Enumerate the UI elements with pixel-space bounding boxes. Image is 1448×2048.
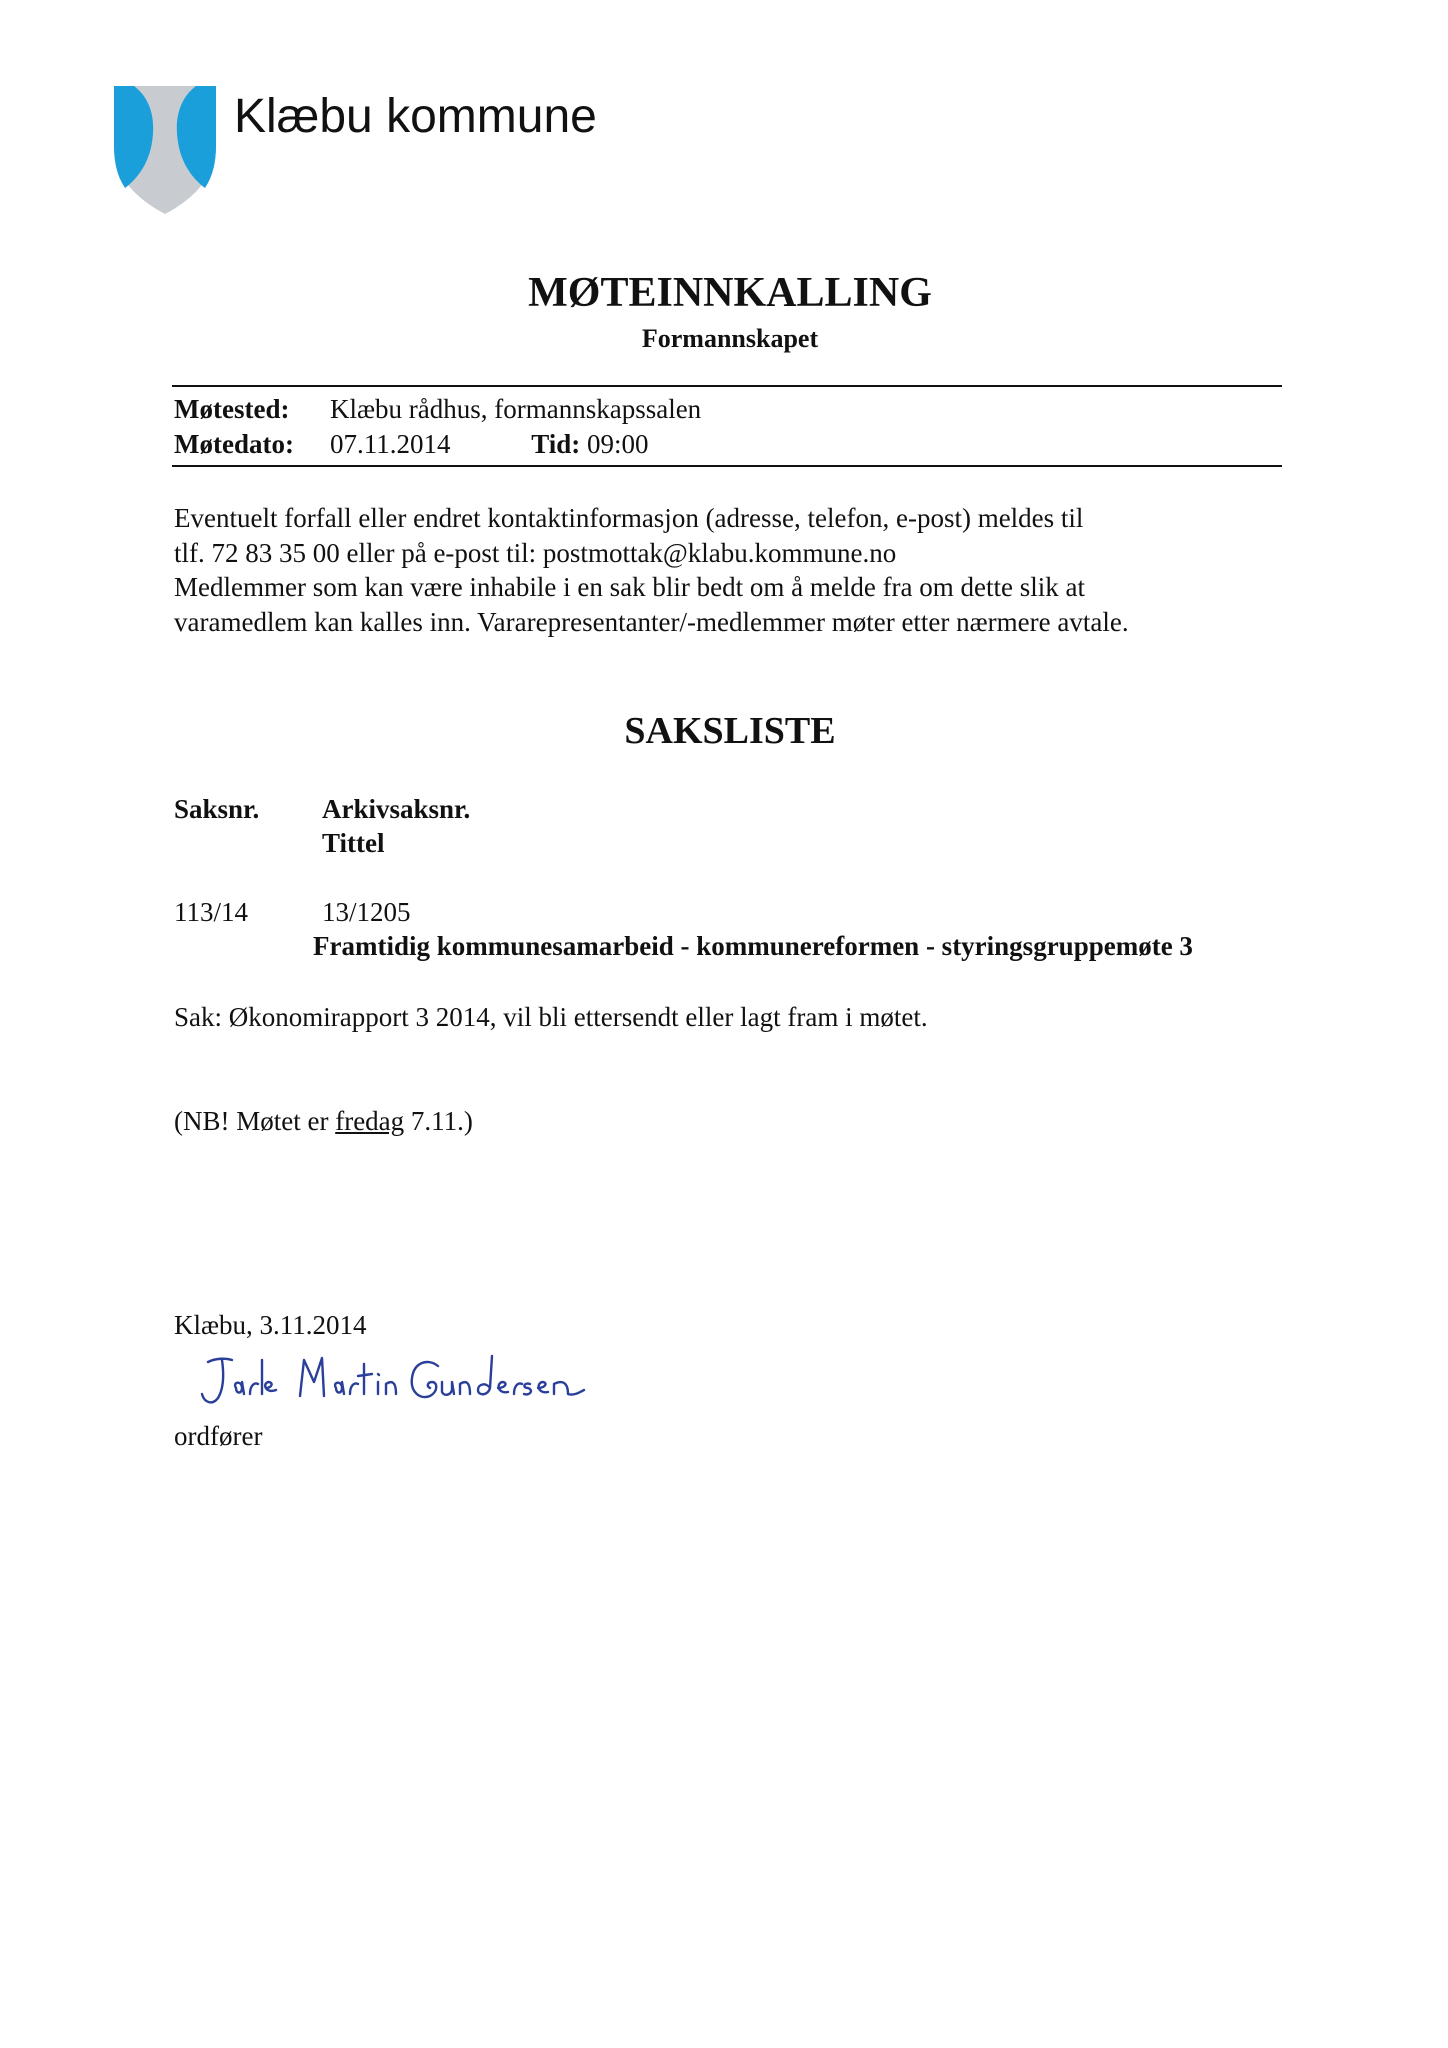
agenda-heading: SAKSLISTE (624, 710, 836, 752)
committee-name: Formannskapet (641, 324, 819, 353)
place-and-date: Klæbu, 3.11.2014 (174, 1310, 367, 1340)
meeting-time-value: 09:00 (587, 429, 649, 459)
meeting-place-row (174, 392, 701, 426)
meeting-time-label: Tid: (531, 429, 581, 459)
notice-paragraph (174, 501, 1294, 639)
municipality-coat-of-arms-icon (112, 84, 218, 216)
document-title: MØTEINNKALLING (528, 270, 932, 316)
bottom-divider (172, 465, 1282, 467)
agenda-item-arkivsaksnr: 13/1205 (322, 897, 411, 927)
meeting-date-label: Møtedato: (174, 429, 294, 459)
meeting-place-label: Møtested: (174, 394, 290, 424)
nb-note-end: 7.11.) (404, 1106, 473, 1136)
signatory-role: ordfører (174, 1421, 263, 1451)
notice-line: varamedlem kan kalles inn. Vararepresentanter/-medlemmer møter etter nærmere avtale. (174, 606, 1129, 637)
meeting-place-value: Klæbu rådhus, formannskapssalen (330, 394, 702, 424)
nb-note-start: (NB! Møtet er (174, 1106, 336, 1136)
nb-note (174, 1104, 473, 1138)
column-header-tittel: Tittel (322, 828, 385, 858)
municipality-name: Klæbu kommune (234, 90, 597, 143)
handwritten-signature (196, 1352, 596, 1414)
extra-agenda-note: Sak: Økonomirapport 3 2014, vil bli ettersendt eller lagt fram i møtet. (174, 1002, 928, 1032)
top-divider (172, 385, 1282, 387)
meeting-date-row (174, 427, 649, 461)
column-header-saksnr: Saksnr. (174, 794, 260, 824)
notice-line: Eventuelt forfall eller endret kontaktinformasjon (adresse, telefon, e-post) meldes til (174, 503, 1084, 533)
notice-line: tlf. 72 83 35 00 eller på e-post til: postmottak@klabu.kommune.no (174, 537, 897, 568)
column-header-arkivsaksnr: Arkivsaksnr. (322, 794, 471, 824)
agenda-item-title: Framtidig kommunesamarbeid - kommunereformen - styringsgruppemøte 3 (313, 931, 1193, 961)
meeting-date-value: 07.11.2014 (330, 429, 451, 459)
agenda-item-saksnr: 113/14 (174, 897, 248, 927)
notice-line: Medlemmer som kan være inhabile i en sak blir bedt om å melde fra om dette slik at (174, 572, 1085, 602)
nb-note-weekday: fredag (335, 1106, 405, 1136)
